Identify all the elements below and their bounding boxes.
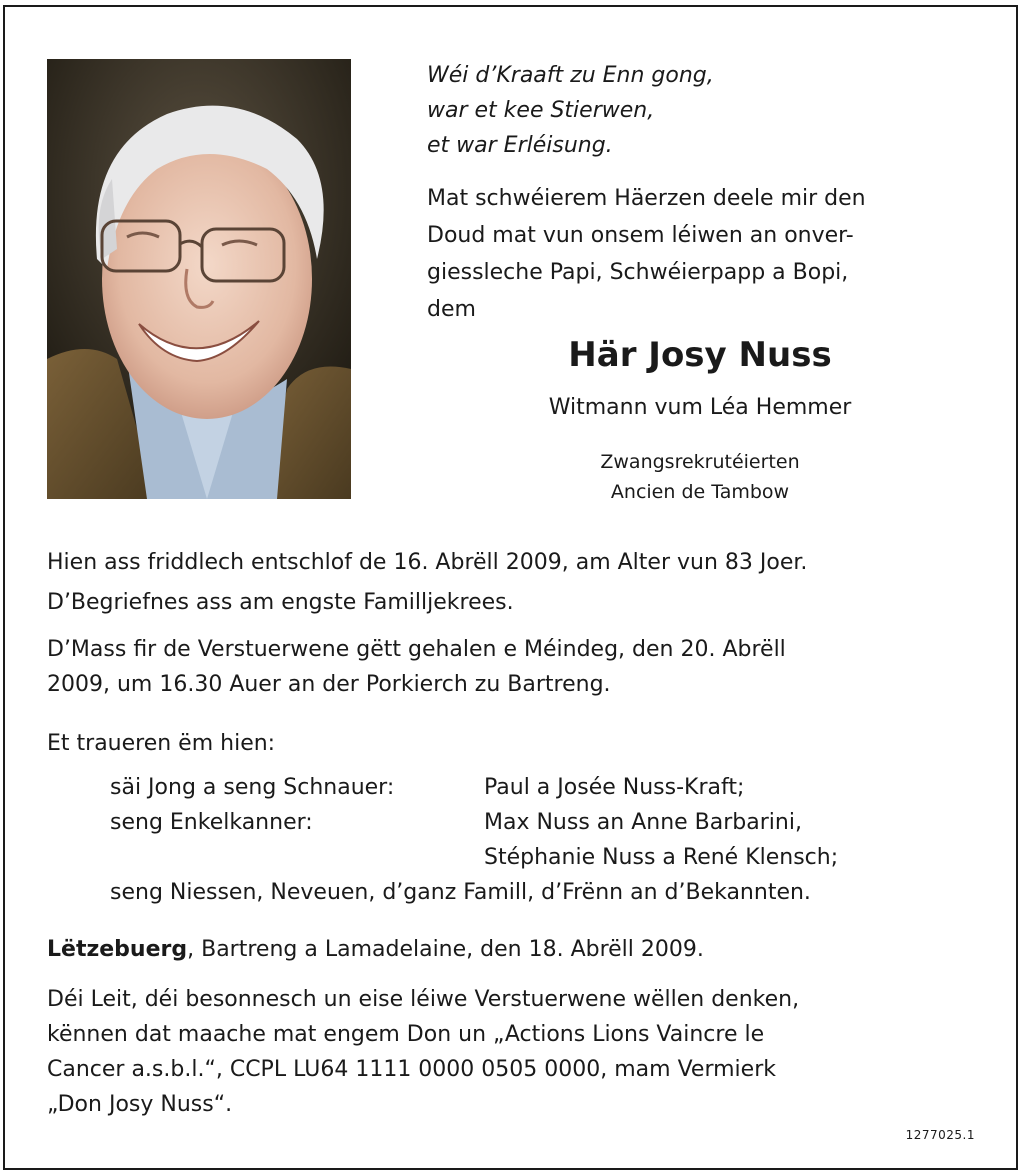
mourner-names: Stéphanie Nuss a René Klensch; [484, 845, 839, 870]
mourner-row [110, 770, 980, 805]
mourners-list [110, 770, 980, 910]
mourner-relation: seng Enkelkanner: [110, 810, 313, 835]
intro-line: Mat schwéierem Häerzen deele mir den [427, 186, 866, 211]
donation-paragraph [47, 982, 975, 1122]
place-bold: Lëtzebuerg [47, 937, 188, 962]
intro-line: dem [427, 297, 476, 322]
mourner-names: Max Nuss an Anne Barbarini, [484, 810, 802, 835]
reference-number: 1277025.1 [905, 1128, 975, 1142]
poem-line: et war Erléisung. [427, 133, 613, 158]
mourner-names: Paul a Josée Nuss-Kraft; [484, 775, 745, 800]
deceased-name: Här Josy Nuss [568, 335, 832, 375]
death-line: Hien ass friddlech entschlof de 16. Abrëll 2009, am Alter vun 83 Joer. [47, 550, 808, 575]
mass-paragraph [47, 632, 975, 702]
place-date-line [47, 932, 975, 967]
mourner-row [110, 875, 980, 910]
mourners-heading: Et traueren ëm hien: [47, 731, 276, 756]
donation-line: „Don Josy Nuss“. [47, 1092, 233, 1117]
intro-line: Doud mat vun onsem léiwen an onver- [427, 223, 854, 248]
donation-line: kënnen dat maache mat engem Don un „Actions Lions Vaincre le [47, 1022, 765, 1047]
mass-line: 2009, um 16.30 Auer an der Porkierch zu Bartreng. [47, 672, 611, 697]
donation-line: Déi Leit, déi besonnesch un eise léiwe Verstuerwene wëllen denken, [47, 987, 800, 1012]
poem [427, 58, 987, 163]
deceased-note [427, 447, 973, 507]
mourner-row [110, 805, 980, 840]
portrait-photo [47, 59, 351, 499]
widower-of: Witmann vum Léa Hemmer [548, 395, 852, 420]
poem-line: war et kee Stierwen, [427, 98, 655, 123]
burial-line: D’Begriefnes ass am engste Familljekrees. [47, 590, 514, 615]
mourner-relation: säi Jong a seng Schnauer: [110, 775, 395, 800]
mass-line: D’Mass fir de Verstuerwene gëtt gehalen e Méindeg, den 20. Abrëll [47, 637, 786, 662]
intro-paragraph [427, 180, 973, 328]
note-line: Ancien de Tambow [610, 481, 790, 503]
others-line: seng Niessen, Neveuen, d’ganz Famill, d’Frënn an d’Bekannten. [110, 880, 811, 905]
mourner-row [110, 840, 980, 875]
place-rest: , Bartreng a Lamadelaine, den 18. Abrëll 2009. [187, 937, 704, 962]
poem-line: Wéi d’Kraaft zu Enn gong, [427, 63, 714, 88]
note-line: Zwangsrekrutéierten [600, 451, 800, 473]
donation-line: Cancer a.s.b.l.“, CCPL LU64 1111 0000 0505 0000, mam Vermierk [47, 1057, 776, 1082]
intro-line: giessleche Papi, Schwéierpapp a Bopi, [427, 260, 849, 285]
